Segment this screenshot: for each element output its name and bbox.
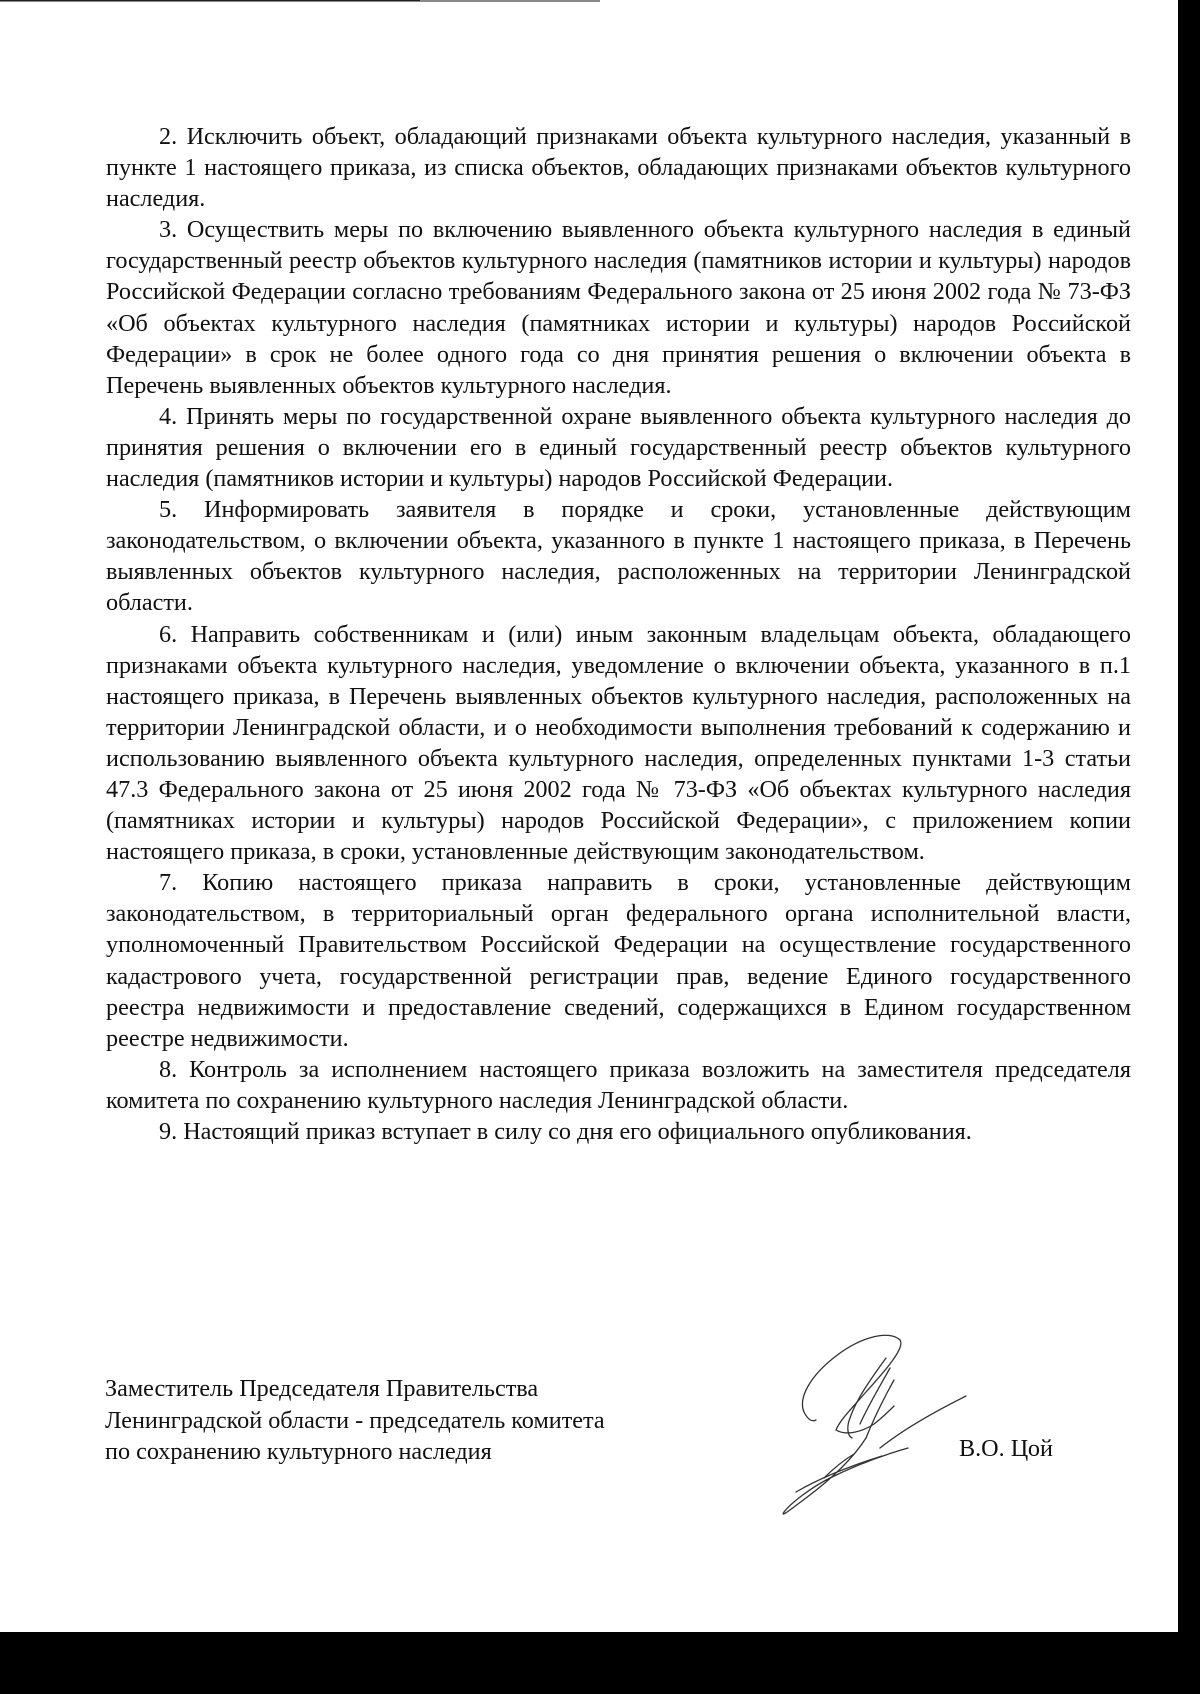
clause-8: 8. Контроль за исполнением настоящего приказа возложить на заместителя председателя комитета по сохранению культурного наследия Ленинградской области. xyxy=(106,1055,1131,1114)
clause-9: 9. Настоящий приказ вступает в силу со дня его официального опубликования. xyxy=(159,1118,972,1145)
scan-border-bottom xyxy=(0,1632,1200,1694)
position-line: Заместитель Председателя Правительства xyxy=(105,1375,539,1402)
position-line: Ленинградской области - председатель комитета xyxy=(105,1406,605,1434)
handwritten-signature xyxy=(770,1328,990,1528)
clause-3: 3. Осуществить меры по включению выявленного объекта культурного наследия в единый государственный реестр объектов культурного наследия (памятников истории и культуры) народов Российской Федерации согласно требованиям Федерального закона от 25 июня 2002 года № 73-ФЗ «Об объектах культурного наследия (памятниках истории и культуры) народов Российской Федерации» в срок не более одного года со дня принятия решения о включении объекта в Перечень выявленных объектов культурного наследия. xyxy=(106,216,1131,399)
clause-7: 7. Копию настоящего приказа направить в сроки, установленные действующим законодательством, в территориальный орган федерального органа исполнительной власти, уполномоченный Правительством Российской Федерации на осуществление государственного кадастрового учета, государственной регистрации прав, ведение Единого государственного реестра недвижимости и предоставление сведений, содержащихся в Едином государственном реестре недвижимости. xyxy=(106,869,1131,1052)
clause-6: 6. Направить собственникам и (или) иным законным владельцам объекта, обладающего признаками объекта культурного наследия, уведомление о включении объекта, указанного в п.1 настоящего приказа, в Перечень выявленных объектов культурного наследия, расположенных на территории Ленинградской области, и о необходимости выполнения требований к содержанию и использованию выявленного объекта культурного наследия, определенных пунктами 1-3 статьи 47.3 Федерального закона от 25 июня 2002 года № 73-ФЗ «Об объектах культурного наследия (памятниках истории и культуры) народов Российской Федерации», с приложением копии настоящего приказа, в сроки, установленные действующим законодательством. xyxy=(106,620,1131,866)
clause-4: 4. Принять меры по государственной охране выявленного объекта культурного наследия до принятия решения о включении его в единый государственный реестр объектов культурного наследия (памятников истории и культуры) народов Российской Федерации. xyxy=(106,402,1131,493)
signatory-position xyxy=(105,1373,605,1468)
clause-5: 5. Информировать заявителя в порядке и сроки, установленные действующим законодательством, о включении объекта, указанного в пункте 1 настоящего приказа, в Перечень выявленных объектов культурного наследия, расположенных на территории Ленинградской области. xyxy=(106,496,1131,617)
order-clauses xyxy=(106,121,1131,1147)
position-line: по сохранению культурного наследия xyxy=(105,1438,492,1465)
scan-border-right xyxy=(1178,0,1200,1694)
signer-name: В.О. Цой xyxy=(959,1435,1053,1462)
scan-edge-line xyxy=(0,0,420,1)
clause-2: 2. Исключить объект, обладающий признаками объекта культурного наследия, указанный в пункте 1 настоящего приказа, из списка объектов, обладающих признаками объектов культурного наследия. xyxy=(106,123,1131,213)
